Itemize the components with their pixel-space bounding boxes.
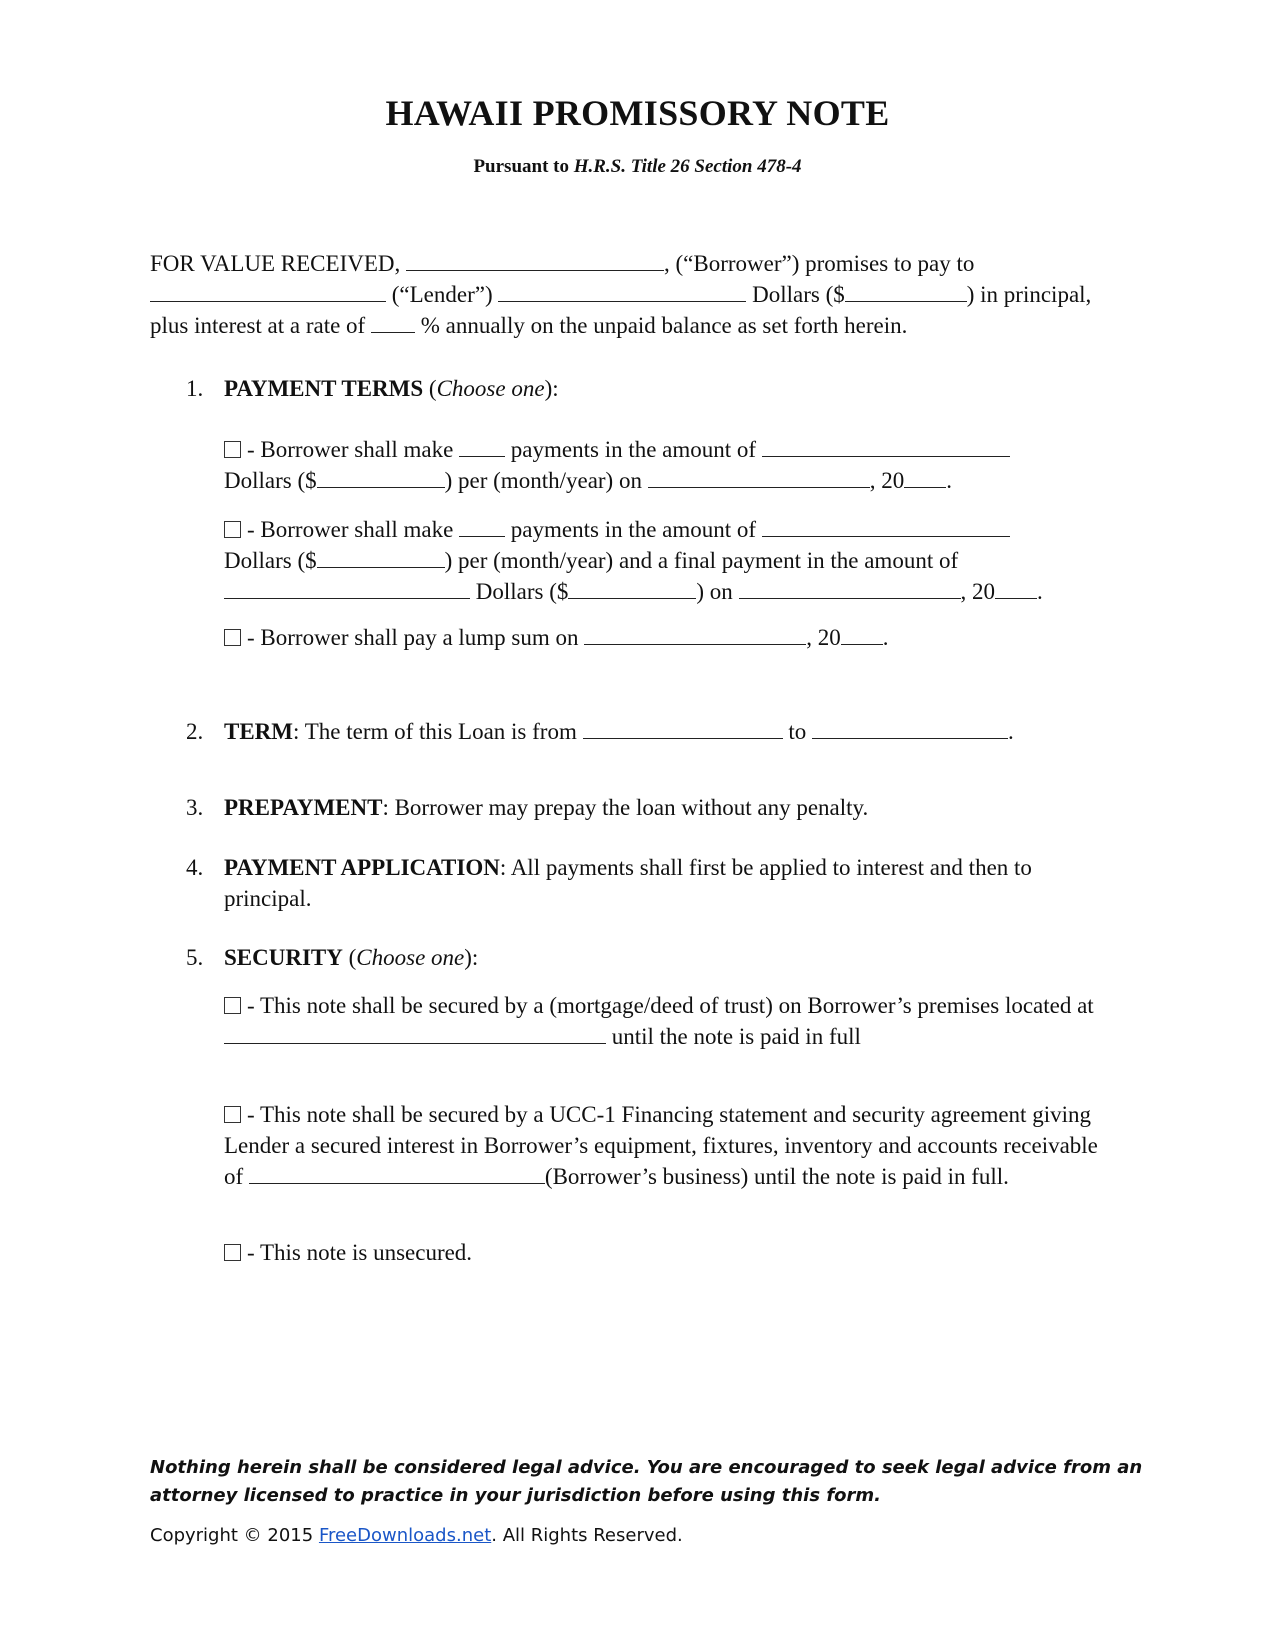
payment-option-installments (224, 434, 1114, 496)
security-option-unsecured (224, 1237, 1114, 1268)
intro-text-6: % annually on the unpaid balance as set forth herein. (414, 313, 908, 338)
option-text: - This note shall be secured by a (mortgage/deed of trust) on Borrower’s premises located at (247, 993, 1094, 1018)
checkbox-payment-installments[interactable] (224, 441, 241, 458)
intro-text-5: ) in principal, plus interest at a rate of (150, 282, 1092, 338)
security-heading: SECURITY (224, 945, 343, 970)
borrower-name-blank[interactable] (406, 250, 664, 271)
num-payments-blank[interactable] (459, 516, 505, 537)
copyright-line (150, 1525, 683, 1546)
option-text: - This note shall be secured by a UCC-1 Financing statement and security agreement giving Lender a secured interest in Borrower’s equipment, fixtures, inventory and accounts receivable of (224, 1102, 1098, 1189)
choose-one-label: Choose one (356, 945, 465, 970)
copyright-suffix: . All Rights Reserved. (491, 1525, 683, 1546)
option-text: Dollars ($ (224, 548, 317, 573)
option-text: payments in the amount of (505, 437, 762, 462)
paren-close: ): (464, 945, 479, 970)
term-start-blank[interactable] (583, 718, 783, 739)
option-text: Dollars ($ (470, 579, 569, 604)
option-text: Dollars ($ (224, 468, 317, 493)
section-number: 5. (186, 945, 204, 970)
prepayment-heading: PREPAYMENT (224, 795, 383, 820)
checkbox-unsecured[interactable] (224, 1244, 241, 1261)
lump-sum-year-blank[interactable] (841, 624, 883, 645)
option-text: . (946, 468, 952, 493)
checkbox-payment-final[interactable] (224, 521, 241, 538)
option-text: - This note is unsecured. (247, 1240, 473, 1265)
section-heading-line (224, 373, 1124, 404)
final-amount-number-blank[interactable] (568, 578, 696, 599)
document-subtitle (0, 156, 1275, 178)
option-text: ) per (month/year) and a final payment in the amount of (444, 548, 959, 573)
option-text: - Borrower shall make (247, 517, 460, 542)
amount-words-blank[interactable] (498, 281, 746, 302)
copyright-prefix: Copyright © 2015 (150, 1525, 319, 1546)
intro-text-1: FOR VALUE RECEIVED, (150, 251, 406, 276)
lender-name-blank[interactable] (150, 281, 386, 302)
payment-date-blank[interactable] (648, 467, 870, 488)
num-payments-blank[interactable] (459, 436, 505, 457)
final-amount-words-blank[interactable] (224, 578, 470, 599)
business-name-blank[interactable] (249, 1163, 545, 1184)
term-text-b: to (782, 719, 812, 744)
intro-text-4: Dollars ($ (746, 282, 845, 307)
option-text: payments in the amount of (505, 517, 762, 542)
section-number: 3. (186, 795, 204, 820)
option-text: ) on (696, 579, 739, 604)
payment-amount-number-blank[interactable] (317, 547, 445, 568)
option-text: ) per (month/year) on (444, 468, 648, 493)
option-text: until the note is paid in full (606, 1024, 861, 1049)
paren-open: ( (342, 945, 357, 970)
option-text: . (882, 625, 889, 650)
lump-sum-date-blank[interactable] (584, 624, 806, 645)
paren-open: ( (423, 376, 437, 401)
subtitle-prefix: Pursuant to (473, 156, 574, 177)
security-option-ucc1 (224, 1099, 1114, 1192)
section-number: 1. (186, 376, 204, 401)
option-text: , 20 (960, 579, 996, 604)
premises-address-blank[interactable] (224, 1023, 606, 1044)
payment-terms-heading: PAYMENT TERMS (224, 376, 424, 401)
choose-one-label: Choose one (436, 376, 545, 401)
paren-close: ): (544, 376, 559, 401)
payment-application-body: : All payments shall first be applied to interest and then to principal. (224, 855, 1032, 911)
checkbox-lump-sum[interactable] (224, 629, 241, 646)
option-text: (Borrower’s business) until the note is paid in full. (544, 1164, 1009, 1189)
option-text: - Borrower shall make (247, 437, 460, 462)
prepayment-text (224, 792, 1124, 823)
payment-option-final-payment (224, 514, 1114, 607)
security-option-mortgage (224, 990, 1114, 1052)
document-title: HAWAII PROMISSORY NOTE (385, 93, 890, 133)
section-number: 2. (186, 719, 204, 744)
section-heading-line (224, 942, 1124, 973)
term-text (224, 716, 1124, 747)
amount-number-blank[interactable] (845, 281, 967, 302)
intro-paragraph (150, 248, 1130, 341)
payment-application-heading: PAYMENT APPLICATION (224, 855, 500, 880)
payment-amount-words-blank[interactable] (762, 516, 1010, 537)
payment-amount-words-blank[interactable] (762, 436, 1010, 457)
term-text-a: : The term of this Loan is from (293, 719, 583, 744)
subtitle-statute: H.R.S. Title 26 Section 478-4 (573, 156, 802, 177)
interest-rate-blank[interactable] (371, 312, 415, 333)
final-date-blank[interactable] (739, 578, 961, 599)
payment-amount-number-blank[interactable] (317, 467, 445, 488)
checkbox-mortgage[interactable] (224, 997, 241, 1014)
payment-application-text (224, 852, 1124, 914)
checkbox-ucc1[interactable] (224, 1106, 241, 1123)
payment-option-lump-sum (224, 622, 1114, 653)
option-text: - Borrower shall pay a lump sum on (247, 625, 585, 650)
section-number: 4. (186, 855, 204, 880)
prepayment-body: : Borrower may prepay the loan without any penalty. (382, 795, 869, 820)
option-text: , 20 (806, 625, 841, 650)
term-end-blank[interactable] (812, 718, 1008, 739)
option-text: , 20 (869, 468, 905, 493)
option-text: . (1037, 579, 1043, 604)
intro-text-2: , (“Borrower”) promises to pay to (664, 251, 975, 276)
final-year-blank[interactable] (995, 578, 1037, 599)
term-heading: TERM (224, 719, 293, 744)
freedownloads-link[interactable]: FreeDownloads.net (318, 1525, 492, 1546)
payment-year-blank[interactable] (904, 467, 946, 488)
term-text-c: . (1007, 719, 1014, 744)
intro-text-3: (“Lender”) (386, 282, 499, 307)
legal-disclaimer: Nothing herein shall be considered legal advice. You are encouraged to seek legal advice from an attorney licensed to practice in your jurisdiction before using this form. (150, 1457, 1143, 1506)
